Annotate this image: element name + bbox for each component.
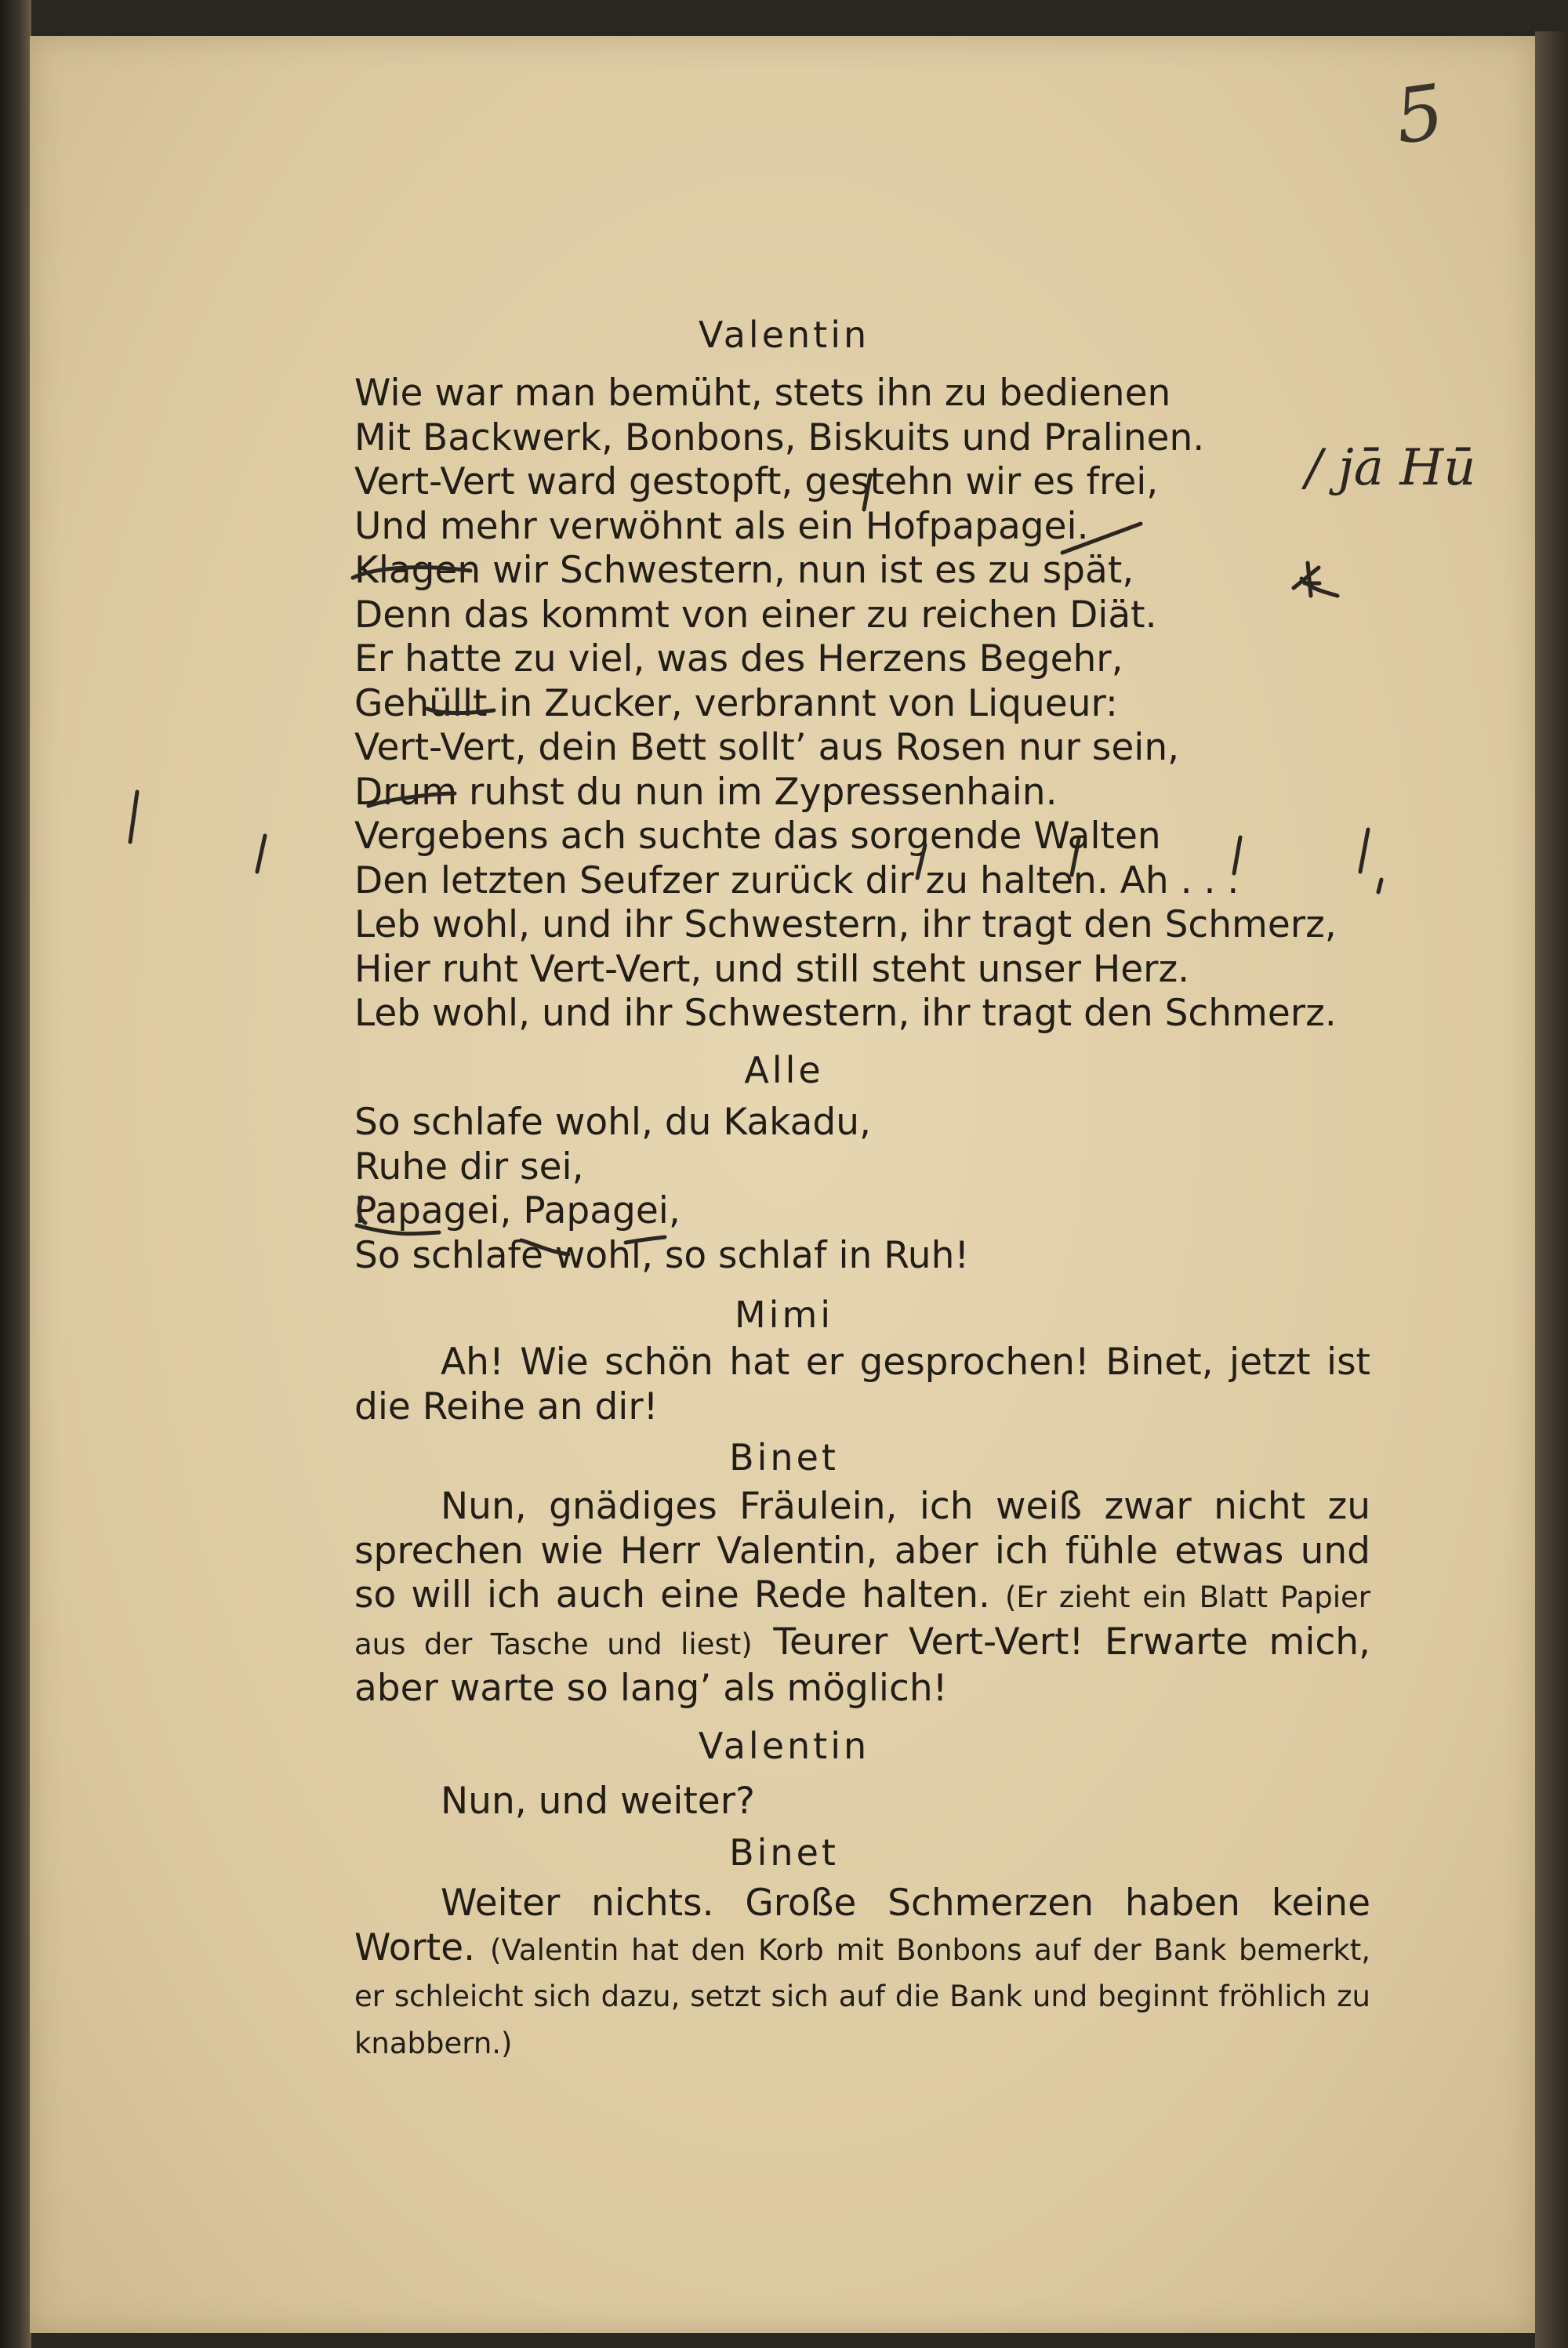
verse-line: Vert-Vert ward gestopft, gestehn wir es frei, bbox=[354, 460, 1159, 503]
speaker-alle: Alle bbox=[744, 1049, 824, 1091]
verse-line: Klagen wir Schwestern, nun ist es zu spät, bbox=[354, 549, 1134, 592]
speaker-binet-2: Binet bbox=[729, 1831, 839, 1874]
verse-line: Ruhe dir sei, bbox=[354, 1145, 584, 1189]
verse-line: Papagei, Papagei, bbox=[354, 1189, 681, 1232]
verse-line: Und mehr verwöhnt als ein Hofpapagei. bbox=[354, 504, 1089, 548]
speaker-mimi: Mimi bbox=[734, 1294, 834, 1336]
speaker-valentin: Valentin bbox=[698, 314, 870, 356]
verse-line: Den letzten Seufzer zurück dir zu halten. Ah . . . bbox=[354, 858, 1240, 902]
verse-line: Er hatte zu viel, was des Herzens Begehr, bbox=[354, 637, 1123, 680]
verse-line: So schlafe wohl, du Kakadu, bbox=[354, 1101, 871, 1144]
stage-direction: (Valentin hat den Korb mit Bonbons auf der Bank bemerkt, er schleicht sich dazu, setzt sich auf die Bank und beginnt fröhlich zu knabbern.) bbox=[354, 1932, 1370, 2060]
verse-line: So schlafe wohl, so schlaf in Ruh! bbox=[354, 1233, 970, 1277]
verse-line: Leb wohl, und ihr Schwestern, ihr tragt den Schmerz. bbox=[354, 992, 1337, 1035]
stage-direction: (Er zieht ein Blatt Papier aus der Tasche und liest) bbox=[354, 1580, 1370, 1661]
verse-line: Denn das kommt von einer zu reichen Diät. bbox=[354, 593, 1157, 637]
mimi-line: Ah! Wie schön hat er gesprochen! Binet, jetzt ist die Reihe an dir! bbox=[354, 1341, 1370, 1428]
verse-line: Drum ruhst du nun im Zypressenhain. bbox=[354, 770, 1058, 814]
page-number: 5 bbox=[1389, 67, 1450, 161]
verse-line: Hier ruht Vert-Vert, und still steht unser Herz. bbox=[354, 947, 1190, 991]
binet-line: Nun, gnädiges Fräulein, ich weiß zwar nicht zu sprechen wie Herr Valentin, aber ich fühle etwas und so will ich auch eine Rede halten. bbox=[354, 1485, 1370, 1617]
valentin-line: Nun, und weiter? bbox=[441, 1780, 755, 1823]
speaker-valentin-2: Valentin bbox=[698, 1725, 870, 1767]
verse-line: Mit Backwerk, Bonbons, Biskuits und Pralinen. bbox=[354, 416, 1205, 459]
verse-line: Leb wohl, und ihr Schwestern, ihr tragt den Schmerz, bbox=[354, 903, 1337, 946]
binet-line-after: Teurer Vert-Vert! Erwarte mich, aber warte so lang’ als möglich! bbox=[354, 1620, 1370, 1710]
verse-line: Vergebens ach suchte das sorgende Walten bbox=[354, 815, 1161, 858]
verse-line: Vert-Vert, dein Bett sollt’ aus Rosen nur sein, bbox=[354, 726, 1180, 769]
speaker-binet: Binet bbox=[729, 1436, 839, 1479]
verse-line: Wie war man bemüht, stets ihn zu bedienen bbox=[354, 372, 1171, 415]
verse-line: Gehüllt in Zucker, verbrannt von Liqueur: bbox=[354, 681, 1118, 725]
margin-note: / jā Hū bbox=[1305, 439, 1476, 497]
binet-line: Weiter nichts. Große Schmerzen haben keine Worte. bbox=[354, 1882, 1370, 1969]
